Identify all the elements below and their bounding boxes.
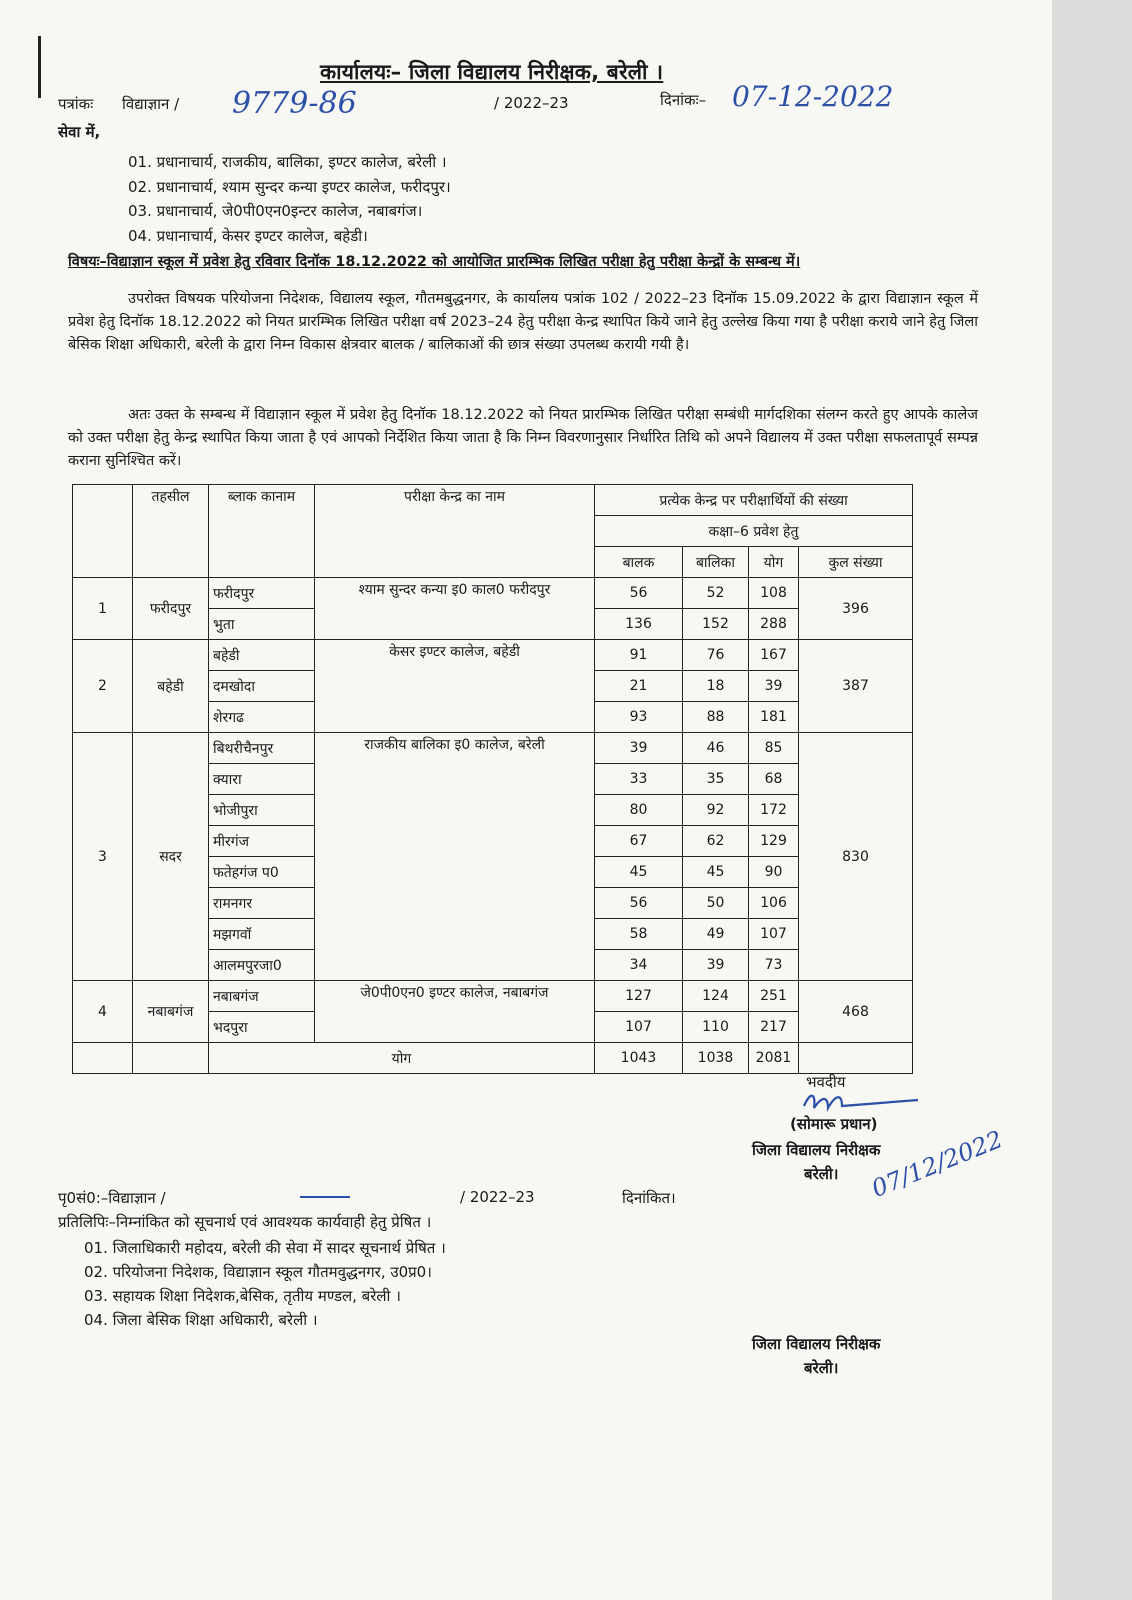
copy-item: 02. परियोजना निदेशक, विद्याज्ञान स्कूल गौतमवुद्धनगर, उ0प्र0। bbox=[84, 1263, 432, 1281]
boys-cell: 127 bbox=[595, 981, 683, 1012]
sum-cell: 251 bbox=[749, 981, 799, 1012]
signatory-name: (सोमारू प्रधान) bbox=[790, 1115, 878, 1133]
boys-header: बालक bbox=[595, 547, 683, 578]
girls-cell: 50 bbox=[683, 888, 749, 919]
total-header: कुल संख्या bbox=[799, 547, 913, 578]
centre-cell: श्याम सुन्दर कन्या इ0 काल0 फरीदपुर bbox=[315, 578, 595, 640]
centre-cell: राजकीय बालिका इ0 कालेज, बरेली bbox=[315, 733, 595, 981]
count-header: प्रत्येक केन्द्र पर परीक्षार्थियों की संख्या bbox=[595, 485, 913, 516]
paragraph-2: अतः उक्त के सम्बन्ध में विद्याज्ञान स्कूल में प्रवेश हेतु दिनॉक 18.12.2022 को नियत प्रारम्भिक लिखित परीक्षा सम्बंधी मार्गदशिका संलग्न करते हुए आपके कालेज को उक्त परीक्षा हेतु केन्द्र स्थापित किया जाता है एवं आपको निर्देशित किया जाता है कि निम्न विवरणानुसार निर्धारित तिथि को अपने विद्यालय में उक्त परीक्षा सफलतापूर्व सम्पन्न कराना सुनिश्चित करें। bbox=[68, 407, 978, 469]
recipient-item: 04. प्रधानाचार्य, केसर इण्टर कालेज, बहेडी। bbox=[128, 226, 368, 245]
scan-edge bbox=[1052, 0, 1132, 1600]
ref-year: / 2022–23 bbox=[494, 94, 569, 112]
boys-cell: 107 bbox=[595, 1012, 683, 1043]
serial-cell: 1 bbox=[73, 578, 133, 640]
total-cell: 468 bbox=[799, 981, 913, 1043]
girls-cell: 152 bbox=[683, 609, 749, 640]
table-row bbox=[73, 733, 913, 764]
copy-intro: प्रतिलिपिः–निम्नांकित को सूचनार्थ एवं आवश्यक कार्यवाही हेतु प्रेषित । bbox=[58, 1213, 432, 1231]
sum-cell: 217 bbox=[749, 1012, 799, 1043]
sum-cell: 68 bbox=[749, 764, 799, 795]
grand-sum-cell: 2081 bbox=[749, 1043, 799, 1074]
copy-item: 01. जिलाधिकारी महोदय, बरेली की सेवा में सादर सूचनार्थ प्रेषित । bbox=[84, 1239, 446, 1257]
girls-cell: 45 bbox=[683, 857, 749, 888]
ref-number-handwritten: 9779-86 bbox=[232, 86, 357, 121]
block-cell: क्यारा bbox=[209, 764, 315, 795]
centre-cell: केसर इण्टर कालेज, बहेडी bbox=[315, 640, 595, 733]
empty-cell bbox=[73, 1043, 133, 1074]
sum-cell: 90 bbox=[749, 857, 799, 888]
paragraph-1: उपरोक्त विषयक परियोजना निदेशक, विद्यालय स्कूल, गौतमबुद्धनगर, के कार्यालय पत्रांक 102 / 2022–23 दिनॉक 15.09.2022 के द्वारा विद्याज्ञान स्कूल में प्रवेश हेतु दिनॉक 18.12.2022 को नियत प्रारम्भिक लिखित परीक्षा वर्ष 2023–24 हेतु परीक्षा केन्द्र स्थापित किये जाने हेतु उल्लेख किया गया है परीक्षा कराये जाने हेतु जिला बेसिक शिक्षा अधिकारी, बरेली के द्वारा निम्न विकास क्षेत्रवार बालक / बालिकाओं की छात्र संख्या उपलब्ध करायी गयी है। bbox=[68, 291, 978, 353]
block-cell: भदपुरा bbox=[209, 1012, 315, 1043]
boys-cell: 80 bbox=[595, 795, 683, 826]
boys-cell: 21 bbox=[595, 671, 683, 702]
grand-total-row bbox=[73, 1043, 913, 1074]
boys-cell: 91 bbox=[595, 640, 683, 671]
total-cell: 396 bbox=[799, 578, 913, 640]
block-cell: आलमपुरजा0 bbox=[209, 950, 315, 981]
boys-cell: 34 bbox=[595, 950, 683, 981]
sum-cell: 39 bbox=[749, 671, 799, 702]
girls-cell: 52 bbox=[683, 578, 749, 609]
block-cell: शेरगढ bbox=[209, 702, 315, 733]
tehsil-cell: फरीदपुर bbox=[133, 578, 209, 640]
girls-cell: 92 bbox=[683, 795, 749, 826]
signature-date-handwritten: 07/12/2022 bbox=[867, 1125, 1007, 1203]
sum-cell: 73 bbox=[749, 950, 799, 981]
serial-cell: 3 bbox=[73, 733, 133, 981]
empty-cell bbox=[799, 1043, 913, 1074]
block-header: ब्लाक कानाम bbox=[209, 485, 315, 578]
copy-item: 03. सहायक शिक्षा निदेशक,बेसिक, तृतीय मण्डल, बरेली । bbox=[84, 1287, 401, 1305]
recipient-item: 02. प्रधानाचार्य, श्याम सुन्दर कन्या इण्टर कालेज, फरीदपुर। bbox=[128, 177, 451, 196]
serial-cell: 4 bbox=[73, 981, 133, 1043]
serial-cell: 2 bbox=[73, 640, 133, 733]
total-cell: 387 bbox=[799, 640, 913, 733]
boys-cell: 93 bbox=[595, 702, 683, 733]
sum-cell: 172 bbox=[749, 795, 799, 826]
recipient-list bbox=[128, 150, 451, 248]
table-row bbox=[73, 981, 913, 1012]
block-cell: दमखोदा bbox=[209, 671, 315, 702]
girls-cell: 46 bbox=[683, 733, 749, 764]
girls-cell: 76 bbox=[683, 640, 749, 671]
boys-cell: 56 bbox=[595, 888, 683, 919]
boys-cell: 45 bbox=[595, 857, 683, 888]
girls-cell: 124 bbox=[683, 981, 749, 1012]
tehsil-cell: बहेडी bbox=[133, 640, 209, 733]
sum-cell: 288 bbox=[749, 609, 799, 640]
block-cell: बहेडी bbox=[209, 640, 315, 671]
sn-header-cell bbox=[73, 485, 133, 578]
girls-cell: 88 bbox=[683, 702, 749, 733]
date-handwritten: 07-12-2022 bbox=[732, 80, 894, 113]
office-title: कार्यालयः– जिला विद्यालय निरीक्षक, बरेली । bbox=[320, 60, 664, 84]
girls-cell: 35 bbox=[683, 764, 749, 795]
sum-cell: 181 bbox=[749, 702, 799, 733]
copy-year: / 2022–23 bbox=[460, 1188, 535, 1206]
block-cell: मझगवॉ bbox=[209, 919, 315, 950]
class-header: कक्षा–6 प्रवेश हेतु bbox=[595, 516, 913, 547]
copy-sign-place: बरेली। bbox=[804, 1359, 839, 1377]
boys-cell: 33 bbox=[595, 764, 683, 795]
block-cell: भुता bbox=[209, 609, 315, 640]
recipient-item: 01. प्रधानाचार्य, राजकीय, बालिका, इण्टर कालेज, बरेली । bbox=[128, 153, 447, 171]
block-cell: भोजीपुरा bbox=[209, 795, 315, 826]
copy-ref: पृ0सं0:–विद्याज्ञान / bbox=[58, 1189, 166, 1207]
block-cell: नबाबगंज bbox=[209, 981, 315, 1012]
table-row bbox=[73, 640, 913, 671]
date-label: दिनांकः– bbox=[660, 91, 707, 109]
block-cell: मीरगंज bbox=[209, 826, 315, 857]
boys-cell: 58 bbox=[595, 919, 683, 950]
block-cell: फतेहगंज प0 bbox=[209, 857, 315, 888]
recipient-item: 03. प्रधानाचार्य, जे0पी0एन0इन्टर कालेज, नबाबगंज। bbox=[128, 202, 423, 220]
centre-cell: जे0पी0एन0 इण्टर कालेज, नबाबगंज bbox=[315, 981, 595, 1043]
margin-mark bbox=[38, 36, 41, 98]
copy-ref-dash bbox=[300, 1196, 350, 1198]
subject-line: विषयः–विद्याज्ञान स्कूल में प्रवेश हेतु रविवार दिनॉक 18.12.2022 को आयोजित प्रारम्भिक लिखित परीक्षा हेतु परीक्षा केन्द्रों के सम्बन्ध में। bbox=[68, 254, 801, 270]
sum-header: योग bbox=[749, 547, 799, 578]
total-cell: 830 bbox=[799, 733, 913, 981]
sum-cell: 85 bbox=[749, 733, 799, 764]
empty-cell bbox=[133, 1043, 209, 1074]
girls-cell: 110 bbox=[683, 1012, 749, 1043]
boys-cell: 39 bbox=[595, 733, 683, 764]
tehsil-cell: नबाबगंज bbox=[133, 981, 209, 1043]
girls-cell: 18 bbox=[683, 671, 749, 702]
block-cell: रामनगर bbox=[209, 888, 315, 919]
signatory-place: बरेली। bbox=[804, 1165, 839, 1183]
ref-label: पत्रांकः bbox=[58, 95, 94, 113]
copy-list bbox=[84, 1236, 446, 1332]
grand-boys-cell: 1043 bbox=[595, 1043, 683, 1074]
sum-cell: 129 bbox=[749, 826, 799, 857]
girls-cell: 62 bbox=[683, 826, 749, 857]
to-label: सेवा में, bbox=[58, 123, 101, 141]
sum-cell: 108 bbox=[749, 578, 799, 609]
distribution-table bbox=[72, 484, 913, 1074]
girls-header: बालिका bbox=[683, 547, 749, 578]
girls-cell: 49 bbox=[683, 919, 749, 950]
copy-dated: दिनांकित। bbox=[622, 1189, 676, 1207]
boys-cell: 67 bbox=[595, 826, 683, 857]
centre-header: परीक्षा केन्द्र का नाम bbox=[315, 485, 595, 578]
signatory-designation: जिला विद्यालय निरीक्षक bbox=[752, 1141, 881, 1159]
table-row bbox=[73, 578, 913, 609]
grand-total-label: योग bbox=[209, 1043, 595, 1074]
boys-cell: 136 bbox=[595, 609, 683, 640]
tehsil-header: तहसील bbox=[133, 485, 209, 578]
copy-sign-designation: जिला विद्यालय निरीक्षक bbox=[752, 1335, 881, 1353]
grand-girls-cell: 1038 bbox=[683, 1043, 749, 1074]
block-cell: बिथरीचैनपुर bbox=[209, 733, 315, 764]
sum-cell: 106 bbox=[749, 888, 799, 919]
ref-prefix: विद्याज्ञान / bbox=[122, 95, 180, 113]
tehsil-cell: सदर bbox=[133, 733, 209, 981]
block-cell: फरीदपुर bbox=[209, 578, 315, 609]
copy-item: 04. जिला बेसिक शिक्षा अधिकारी, बरेली । bbox=[84, 1311, 318, 1329]
closing: भवदीय bbox=[806, 1073, 846, 1091]
girls-cell: 39 bbox=[683, 950, 749, 981]
boys-cell: 56 bbox=[595, 578, 683, 609]
sum-cell: 107 bbox=[749, 919, 799, 950]
sum-cell: 167 bbox=[749, 640, 799, 671]
